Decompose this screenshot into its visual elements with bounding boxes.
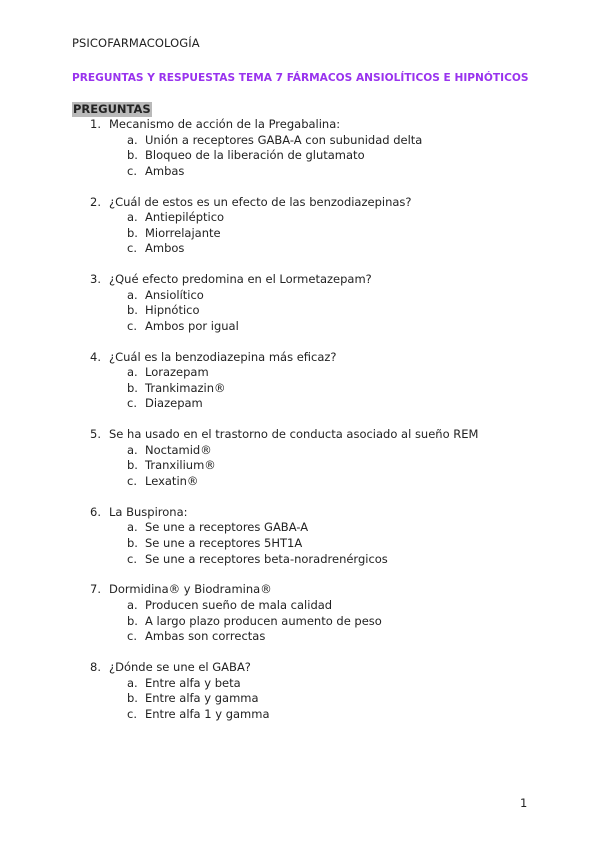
answer-option [72, 691, 552, 707]
question-item [72, 350, 552, 412]
option-letter: b. [127, 225, 138, 240]
question-text: La Buspirona: [109, 504, 188, 519]
question-number: 1. [90, 117, 101, 131]
option-letter: a. [127, 132, 138, 147]
question-line [72, 117, 552, 133]
option-text: Ambos [145, 241, 185, 256]
question-line [72, 660, 552, 676]
answer-option [72, 148, 552, 164]
option-text: Entre alfa 1 y gamma [145, 706, 270, 721]
question-text: ¿Cuál de estos es un efecto de las benzodiazepinas? [109, 194, 412, 209]
option-letter: a. [127, 210, 138, 225]
option-text: Antiepiléptico [145, 210, 225, 225]
question-item [72, 117, 552, 179]
answer-option [72, 396, 552, 412]
question-item [72, 272, 552, 334]
answer-option [72, 210, 552, 226]
question-number: 3. [90, 272, 101, 287]
answer-option [72, 133, 552, 149]
answer-option [72, 707, 552, 723]
question-number: 6. [90, 504, 101, 519]
option-letter: c. [127, 551, 137, 566]
question-line [72, 505, 552, 521]
answer-option [72, 676, 552, 692]
option-text: A largo plazo producen aumento de peso [145, 613, 382, 628]
option-letter: a. [127, 675, 138, 690]
option-letter: a. [127, 365, 138, 380]
question-item [72, 505, 552, 567]
answer-option [72, 241, 552, 257]
option-letter: c. [127, 474, 137, 489]
option-text: Miorrelajante [145, 225, 221, 240]
option-letter: b. [127, 380, 138, 395]
option-text: Lexatin® [145, 474, 199, 489]
option-letter: b. [127, 458, 138, 473]
question-item [72, 195, 552, 257]
question-line [72, 427, 552, 443]
option-text: Entre alfa y beta [145, 675, 241, 690]
option-text: Producen sueño de mala calidad [145, 597, 333, 612]
answer-option [72, 552, 552, 568]
page-number: 1 [520, 796, 528, 810]
answer-option [72, 598, 552, 614]
option-text: Se une a receptores 5HT1A [145, 536, 303, 550]
option-letter: a. [127, 520, 138, 535]
answer-option [72, 303, 552, 319]
question-text: ¿Dónde se une el GABA? [109, 659, 251, 674]
option-text: Ansiolítico [145, 287, 204, 302]
answer-option [72, 319, 552, 335]
option-text: Hipnótico [145, 303, 200, 318]
answer-option [72, 443, 552, 459]
answer-option [72, 536, 552, 552]
question-text: Se ha usado en el trastorno de conducta asociado al sueño REM [109, 427, 479, 442]
answer-option [72, 614, 552, 630]
option-letter: c. [127, 706, 137, 721]
answer-option [72, 164, 552, 180]
document-header: PSICOFARMACOLOGÍA [72, 36, 200, 50]
option-text: Lorazepam [145, 365, 209, 380]
answer-option [72, 629, 552, 645]
option-text: Tranxilium® [145, 458, 216, 473]
option-letter: b. [127, 691, 138, 706]
answer-option [72, 226, 552, 242]
question-item [72, 660, 552, 722]
answer-option [72, 288, 552, 304]
question-text: Dormidina® y Biodramina® [109, 582, 272, 597]
answer-option [72, 381, 552, 397]
option-letter: b. [127, 303, 138, 318]
question-number: 7. [90, 582, 101, 597]
option-text: Entre alfa y gamma [145, 691, 259, 706]
option-letter: c. [127, 396, 137, 411]
option-letter: a. [127, 287, 138, 302]
answer-option [72, 520, 552, 536]
question-number: 4. [90, 349, 101, 364]
question-number: 2. [90, 194, 101, 209]
question-line [72, 350, 552, 366]
question-line [72, 582, 552, 598]
option-letter: b. [127, 613, 138, 628]
question-item [72, 582, 552, 644]
question-line [72, 272, 552, 288]
option-letter: c. [127, 241, 137, 256]
option-text: Trankimazin® [145, 380, 226, 395]
option-text: Diazepam [145, 396, 203, 411]
option-text: Bloqueo de la liberación de glutamato [145, 148, 365, 163]
option-letter: b. [127, 536, 138, 550]
option-text: Noctamid® [145, 442, 212, 457]
question-line [72, 195, 552, 211]
question-number: 8. [90, 659, 101, 674]
option-text: Ambas [145, 163, 185, 178]
question-text: ¿Cuál es la benzodiazepina más eficaz? [109, 349, 337, 364]
answer-option [72, 458, 552, 474]
option-letter: a. [127, 597, 138, 612]
answer-option [72, 474, 552, 490]
option-letter: c. [127, 163, 137, 178]
option-letter: c. [127, 318, 137, 333]
question-text: ¿Qué efecto predomina en el Lormetazepam? [109, 272, 372, 287]
option-text: Se une a receptores GABA-A [145, 520, 309, 535]
option-text: Unión a receptores GABA-A con subunidad delta [145, 132, 423, 147]
option-text: Ambos por igual [145, 318, 239, 333]
option-letter: a. [127, 442, 138, 457]
question-item [72, 427, 552, 489]
document-title: PREGUNTAS Y RESPUESTAS TEMA 7 FÁRMACOS ANSIOLÍTICOS E HIPNÓTICOS [72, 72, 529, 84]
option-text: Ambas son correctas [145, 629, 266, 644]
option-letter: b. [127, 148, 138, 163]
section-heading: PREGUNTAS [73, 102, 151, 116]
question-text: Mecanismo de acción de la Pregabalina: [109, 117, 341, 131]
option-letter: c. [127, 629, 137, 644]
question-number: 5. [90, 427, 101, 442]
question-list [72, 117, 552, 738]
answer-option [72, 365, 552, 381]
option-text: Se une a receptores beta-noradrenérgicos [145, 551, 388, 566]
